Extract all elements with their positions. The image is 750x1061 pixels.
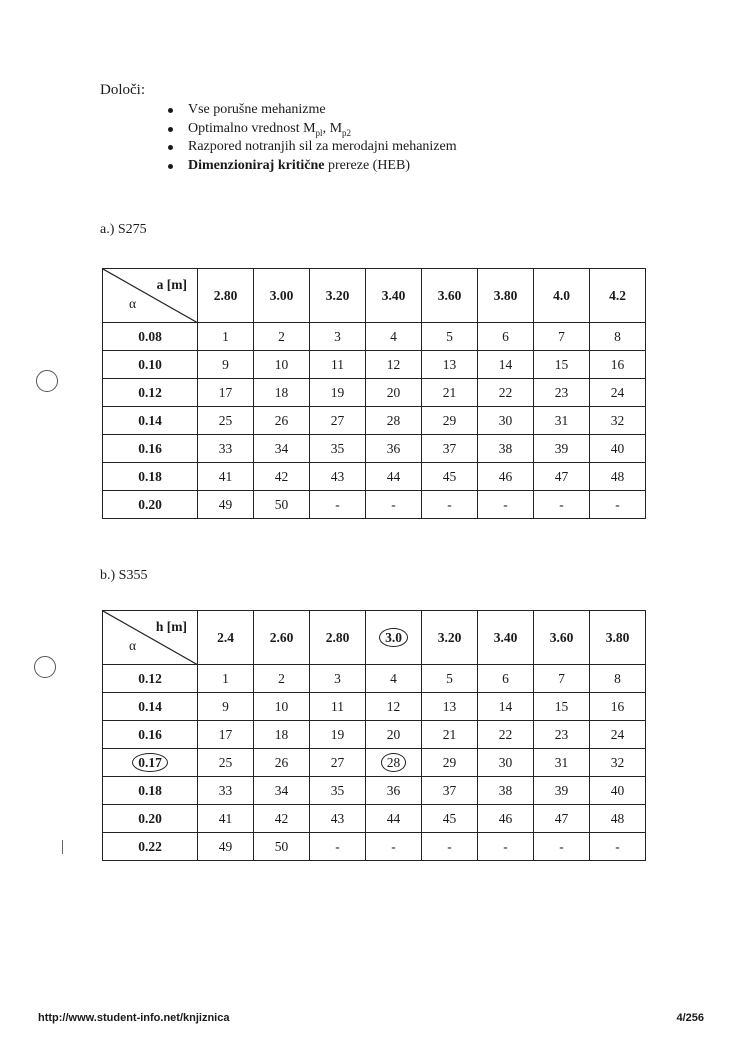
table-cell: 48 [590,463,646,491]
table-cell: 43 [310,463,366,491]
table-cell: - [534,833,590,861]
table-cell: 44 [366,463,422,491]
table-cell: 24 [590,379,646,407]
table-cell: 8 [590,323,646,351]
table-cell: 35 [310,777,366,805]
table-cell: 46 [478,463,534,491]
footer-url: http://www.student-info.net/knjiznica [38,1012,230,1024]
task-item: Razpored notranjih sil za merodajni mehanizem [168,138,457,157]
table-cell: 36 [366,777,422,805]
table-cell: 12 [366,351,422,379]
row-label: 0.10 [103,351,198,379]
table-cell: 35 [310,435,366,463]
table-row [103,491,646,519]
table-cell: - [422,833,478,861]
table-cell: 15 [534,351,590,379]
table-cell: 47 [534,805,590,833]
table-cell: 44 [366,805,422,833]
table-cell: 42 [254,463,310,491]
table-cell: 3 [310,665,366,693]
table-cell: 31 [534,749,590,777]
table-cell: 33 [198,435,254,463]
row-label: 0.12 [103,379,198,407]
table-cell: 11 [310,693,366,721]
task-list [168,101,457,175]
table-cell: - [366,491,422,519]
table-cell: 5 [422,323,478,351]
table-cell: 3 [310,323,366,351]
table-s275 [102,268,646,519]
table-row [103,833,646,861]
table-cell: 29 [422,407,478,435]
table-row [103,665,646,693]
table-cell: 1 [198,323,254,351]
column-header: 3.80 [590,611,646,665]
circled-value: 0.17 [132,753,168,772]
table-cell: 49 [198,491,254,519]
table-cell: 7 [534,665,590,693]
table-cell: 38 [478,435,534,463]
circled-value: 3.0 [379,628,408,647]
table-cell: 42 [254,805,310,833]
table-cell: 22 [478,379,534,407]
table-cell: 25 [198,749,254,777]
margin-mark [62,840,63,854]
table-cell: 23 [534,721,590,749]
table-cell: - [310,833,366,861]
row-label [103,749,198,777]
table-cell: 14 [478,351,534,379]
table-cell: - [366,833,422,861]
table-cell: 47 [534,463,590,491]
table-row [103,323,646,351]
section-a-label: a.) S275 [100,222,147,237]
table-cell: 32 [590,749,646,777]
row-label: 0.12 [103,665,198,693]
table-cell: 2 [254,665,310,693]
column-header: 4.2 [590,269,646,323]
column-header: 3.60 [534,611,590,665]
table-cell: 17 [198,721,254,749]
table-cell: 5 [422,665,478,693]
table-cell: 20 [366,721,422,749]
table-row [103,351,646,379]
task-item: Optimalno vrednost $M_{pl}$, $M_{p2}$ [168,120,457,139]
table-cell: 28 [366,407,422,435]
table-cell: 50 [254,833,310,861]
column-header: 3.80 [478,269,534,323]
column-header [366,611,422,665]
table-cell: 34 [254,777,310,805]
table-cell: 49 [198,833,254,861]
page-number: 4/256 [676,1012,704,1024]
punch-hole-top [36,370,58,392]
column-header: 3.20 [310,269,366,323]
table-cell: - [310,491,366,519]
table-cell: 9 [198,351,254,379]
table-cell: - [478,833,534,861]
table-cell: 18 [254,721,310,749]
table-row [103,805,646,833]
table-cell: 11 [310,351,366,379]
table-cell: 50 [254,491,310,519]
column-header: 3.40 [366,269,422,323]
table-cell: - [590,833,646,861]
table-cell: 19 [310,379,366,407]
table-s355 [102,610,646,861]
table-cell: 7 [534,323,590,351]
table-cell: - [534,491,590,519]
table-cell [366,749,422,777]
page-heading: Določi: [100,82,145,98]
task-item: Vse porušne mehanizme [168,101,457,120]
table-cell: 34 [254,435,310,463]
table-cell: 39 [534,777,590,805]
row-label: 0.16 [103,721,198,749]
table-cell: 1 [198,665,254,693]
table-cell: 10 [254,351,310,379]
table-cell: 8 [590,665,646,693]
table-row [103,693,646,721]
table-cell: 14 [478,693,534,721]
table-cell: 23 [534,379,590,407]
table-row [103,435,646,463]
row-label: 0.18 [103,463,198,491]
table-cell: 27 [310,407,366,435]
corner-cell [103,611,198,665]
table-cell: 17 [198,379,254,407]
row-axis-label: α [129,638,137,653]
column-axis-label: h [m] [155,619,187,634]
table-cell: 24 [590,721,646,749]
table-cell: 31 [534,407,590,435]
table-cell: 25 [198,407,254,435]
row-label: 0.22 [103,833,198,861]
table-cell: 27 [310,749,366,777]
table-cell: 13 [422,693,478,721]
table-cell: 43 [310,805,366,833]
column-header: 3.60 [422,269,478,323]
table-cell: 38 [478,777,534,805]
table-cell: 37 [422,435,478,463]
table-cell: - [478,491,534,519]
table-cell: 4 [366,665,422,693]
row-label: 0.16 [103,435,198,463]
table-cell: 45 [422,805,478,833]
table-cell: 19 [310,721,366,749]
table-cell: 26 [254,749,310,777]
table-cell: 15 [534,693,590,721]
table-row [103,463,646,491]
section-b-label: b.) S355 [100,568,148,583]
table-cell: 9 [198,693,254,721]
punch-hole-bottom [34,656,56,678]
column-header: 2.80 [198,269,254,323]
table-cell: 13 [422,351,478,379]
table-row [103,721,646,749]
row-label: 0.20 [103,491,198,519]
table-cell: 46 [478,805,534,833]
table-row [103,379,646,407]
table-row [103,777,646,805]
column-header: 2.60 [254,611,310,665]
table-cell: 33 [198,777,254,805]
table-cell: 16 [590,693,646,721]
table-cell: 2 [254,323,310,351]
column-header: 4.0 [534,269,590,323]
table-cell: 40 [590,435,646,463]
table-cell: 21 [422,721,478,749]
table-cell: 10 [254,693,310,721]
column-header: 3.40 [478,611,534,665]
corner-cell [103,269,198,323]
table-cell: 41 [198,463,254,491]
column-axis-label: a [m] [156,277,187,292]
table-cell: 39 [534,435,590,463]
table-cell: 40 [590,777,646,805]
table-cell: 41 [198,805,254,833]
table-cell: 29 [422,749,478,777]
table-cell: 20 [366,379,422,407]
column-header: 3.00 [254,269,310,323]
row-label: 0.08 [103,323,198,351]
table-cell: 12 [366,693,422,721]
table-cell: 6 [478,665,534,693]
row-label: 0.14 [103,693,198,721]
table-cell: - [590,491,646,519]
table-row [103,749,646,777]
table-cell: 22 [478,721,534,749]
table-cell: 21 [422,379,478,407]
table-cell: 16 [590,351,646,379]
column-header: 2.4 [198,611,254,665]
row-label: 0.20 [103,805,198,833]
table-cell: 37 [422,777,478,805]
column-header: 2.80 [310,611,366,665]
table-cell: 32 [590,407,646,435]
task-item: Dimenzioniraj kritične prereze (HEB) [168,157,457,176]
row-label: 0.18 [103,777,198,805]
table-cell: 30 [478,407,534,435]
table-cell: 48 [590,805,646,833]
column-header: 3.20 [422,611,478,665]
table-cell: 45 [422,463,478,491]
table-cell: 30 [478,749,534,777]
table-row [103,407,646,435]
table-cell: 6 [478,323,534,351]
table-cell: - [422,491,478,519]
row-axis-label: α [129,296,137,311]
table-cell: 26 [254,407,310,435]
row-label: 0.14 [103,407,198,435]
circled-value: 28 [381,753,407,772]
table-cell: 36 [366,435,422,463]
table-cell: 18 [254,379,310,407]
table-cell: 4 [366,323,422,351]
